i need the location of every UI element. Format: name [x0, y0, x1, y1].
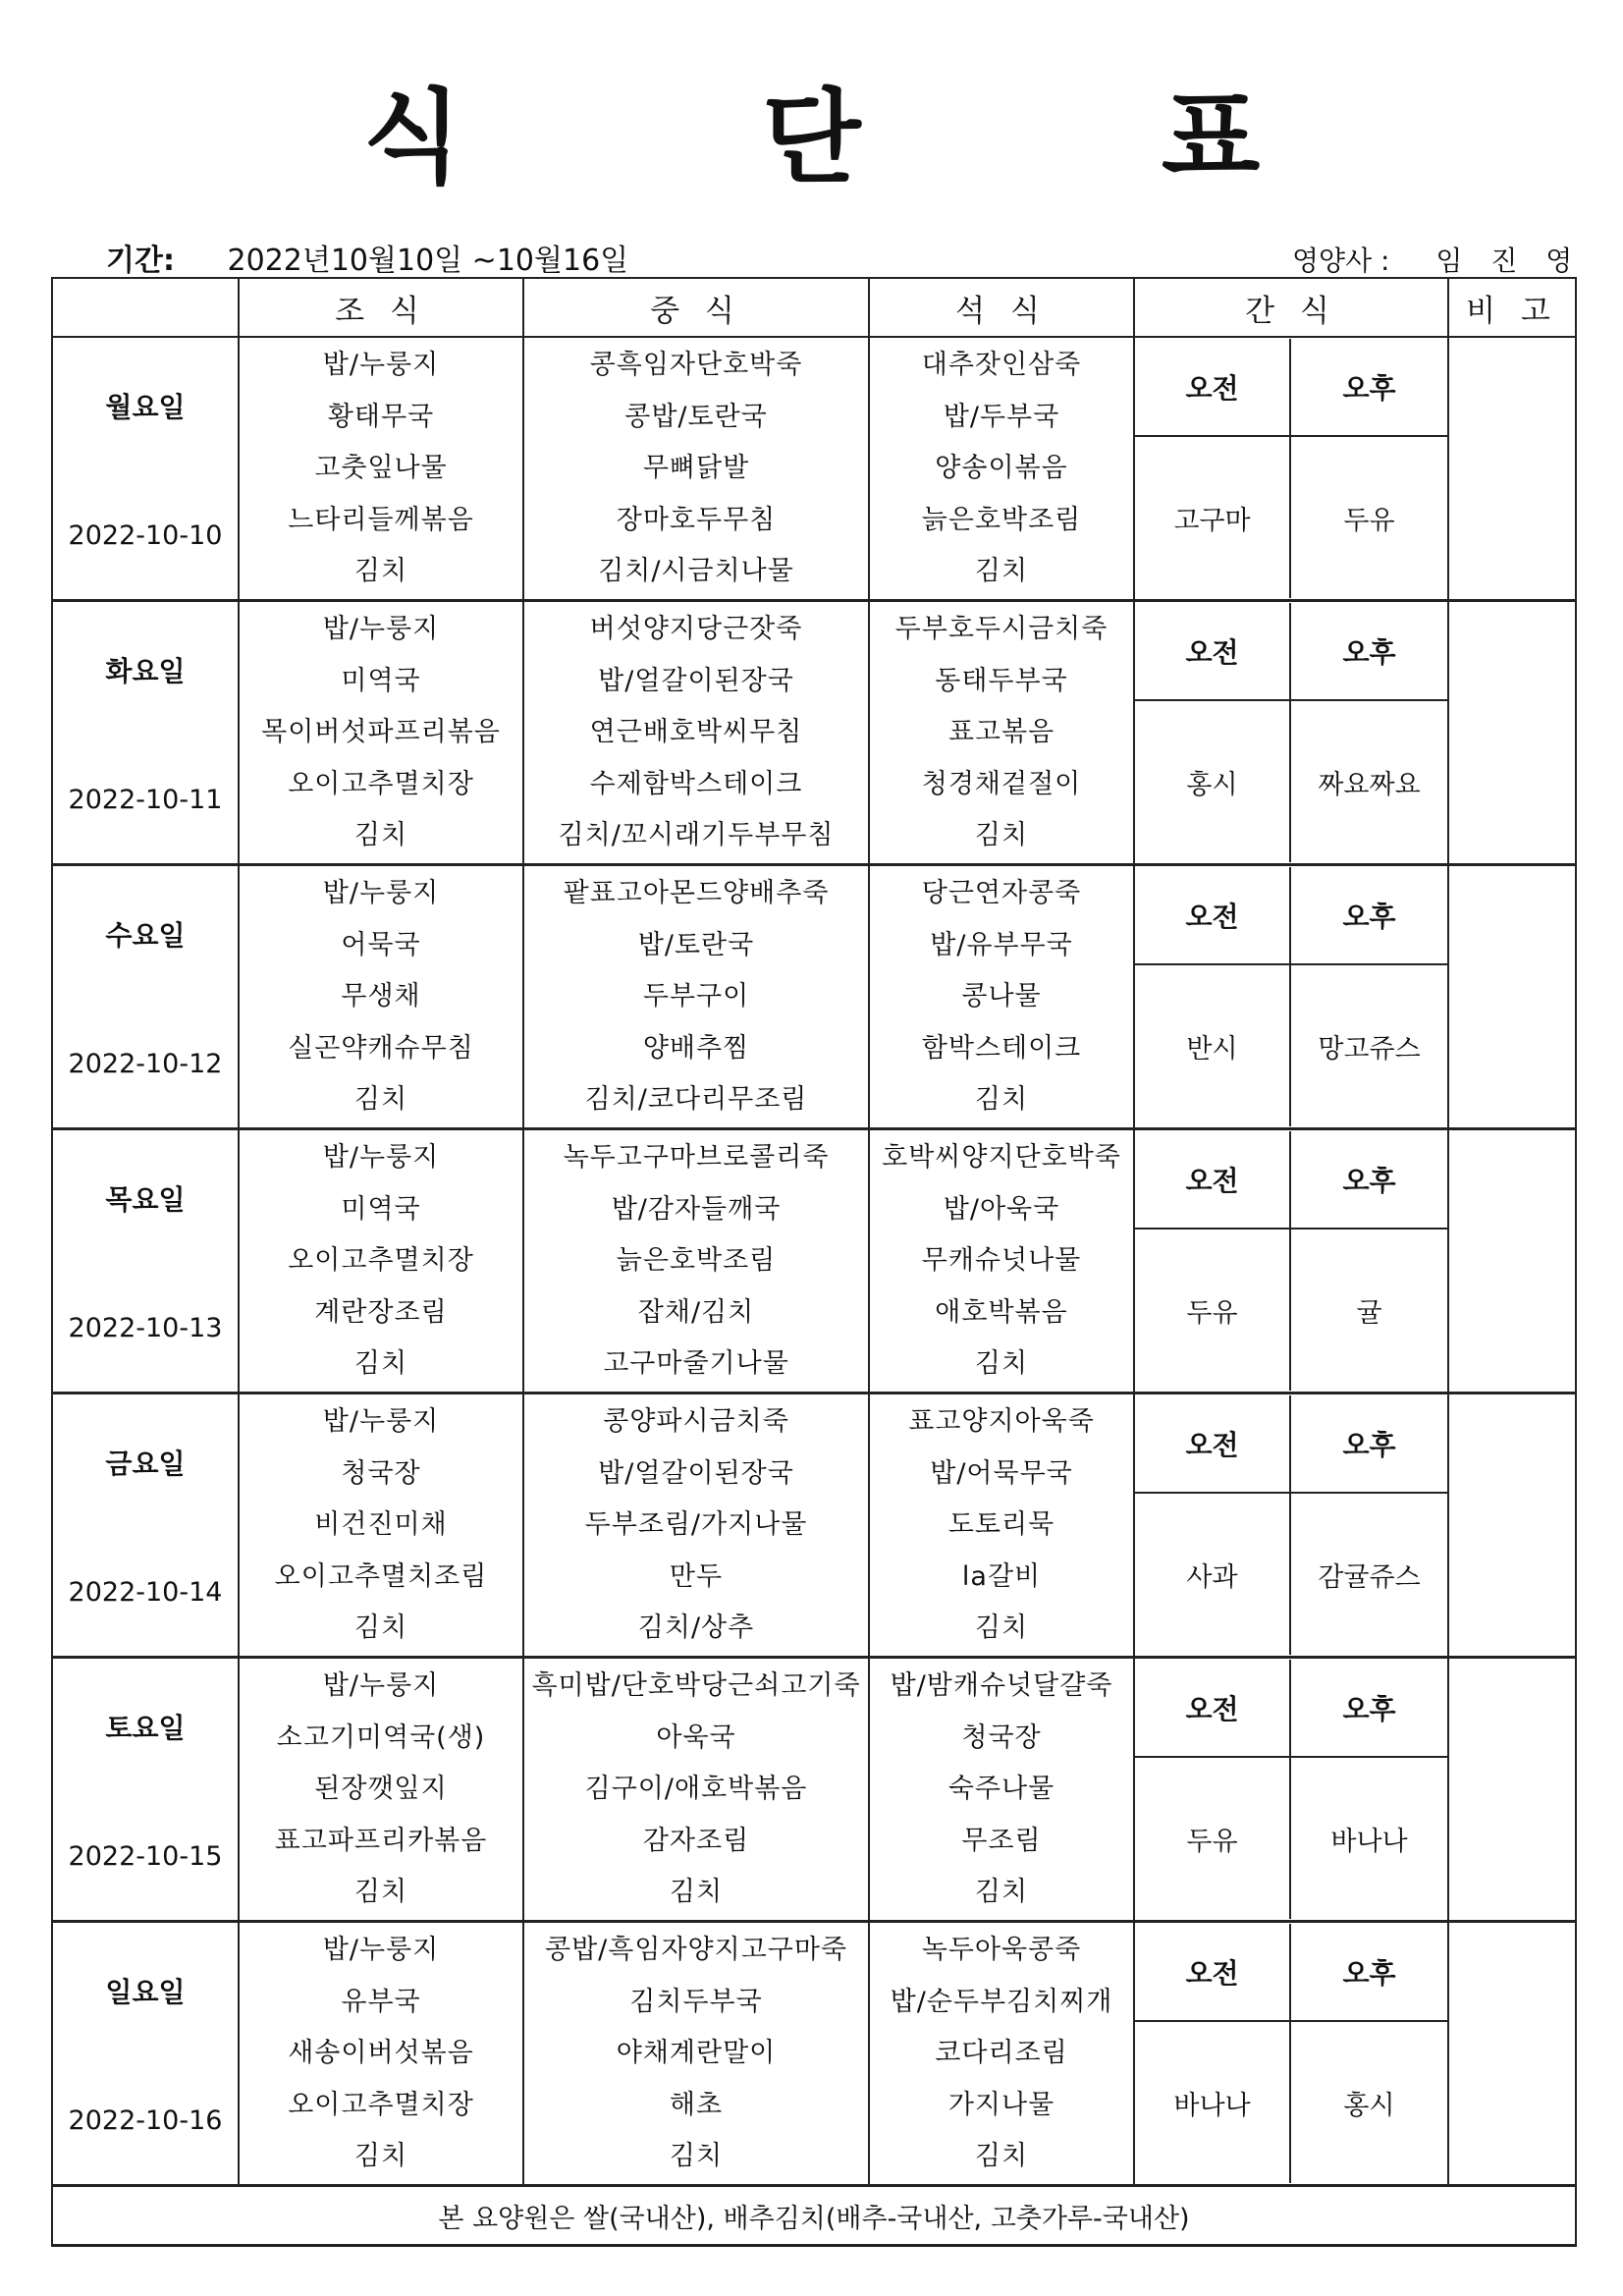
- breakfast-item: 황태무국: [327, 401, 435, 432]
- lunch-cell: [523, 337, 869, 601]
- header-note: 비 고: [1448, 278, 1576, 337]
- snack-pm-header: 오후: [1291, 339, 1447, 437]
- breakfast-item: 밥/누룽지: [322, 1142, 440, 1173]
- snack-am-item: 바나나: [1135, 2022, 1291, 2183]
- dinner-item: 밥/순두부김치찌개: [890, 1986, 1113, 2017]
- day-date: 2022-10-14: [68, 1576, 223, 1608]
- breakfast-item: 고춧잎나물: [314, 453, 448, 483]
- lunch-item: 김치: [669, 2141, 724, 2171]
- dinner-item: 김치: [974, 1877, 1029, 1907]
- snack-am-item: 사과: [1135, 1494, 1291, 1655]
- breakfast-cell: [239, 1922, 523, 2186]
- breakfast-cell: [239, 601, 523, 865]
- breakfast-cell: [239, 1658, 523, 1922]
- breakfast-item: 미역국: [341, 665, 421, 696]
- lunch-item: 장마호두무침: [616, 504, 777, 535]
- dinner-item: 김치: [974, 1084, 1029, 1115]
- dinner-item: 동태두부국: [935, 665, 1068, 696]
- dinner-cell: [869, 1658, 1134, 1922]
- lunch-item: 늙은호박조림: [616, 1245, 777, 1276]
- period-info: [106, 236, 628, 279]
- snack-pm-item: 망고쥬스: [1318, 1033, 1421, 1065]
- day-name: 토요일: [105, 1712, 186, 1745]
- snack-am-header: 오전: [1135, 867, 1291, 965]
- snack-cell: [1134, 1129, 1448, 1394]
- snack-am-header: 오전: [1135, 1924, 1291, 2022]
- lunch-item: 흑미밥/단호박당근쇠고기죽: [531, 1670, 861, 1701]
- dinner-item: 애호박볶음: [935, 1296, 1068, 1328]
- lunch-item: 김구이/애호박볶음: [584, 1774, 808, 1804]
- lunch-item: 김치/코다리무조림: [584, 1084, 808, 1115]
- lunch-cell: [523, 1658, 869, 1922]
- breakfast-cell: [239, 337, 523, 601]
- snack-am-header: 오전: [1135, 1131, 1291, 1230]
- dinner-item: 청경채겉절이: [921, 768, 1082, 799]
- snack-am-header: 오전: [1135, 603, 1291, 701]
- dinner-item: 표고볶음: [947, 717, 1055, 747]
- breakfast-item: 실곤약캐슈무침: [288, 1032, 474, 1064]
- day-row: [52, 1129, 1576, 1394]
- day-cell: [52, 1922, 239, 2186]
- header-dinner: 석 식: [869, 278, 1134, 337]
- breakfast-item: 느타리들께볶음: [288, 504, 474, 535]
- dinner-item: 김치: [974, 556, 1029, 586]
- snack-am-item: 반시: [1135, 965, 1291, 1126]
- footer-note: 본 요양원은 쌀(국내산), 배추김치(배추-국내산, 고춧가루-국내산): [52, 2186, 1576, 2246]
- breakfast-item: 어묵국: [341, 929, 421, 960]
- day-name: 목요일: [105, 1183, 186, 1217]
- lunch-item: 야채계란말이: [616, 2038, 777, 2068]
- breakfast-item: 김치: [353, 556, 408, 586]
- dinner-cell: [869, 1394, 1134, 1658]
- snack-pm-item: 귤: [1356, 1297, 1382, 1329]
- breakfast-item: 오이고추멸치장: [288, 1245, 474, 1276]
- snack-pm-item: 두유: [1343, 505, 1395, 536]
- breakfast-item: 밥/누룽지: [322, 1406, 440, 1437]
- day-date: 2022-10-10: [68, 519, 223, 551]
- dinner-item: 밥/아욱국: [943, 1193, 1060, 1225]
- lunch-item: 두부조림/가지나물: [584, 1509, 808, 1540]
- breakfast-item: 소고기미역국(생): [276, 1722, 486, 1753]
- day-date: 2022-10-12: [68, 1048, 223, 1079]
- lunch-item: 밥/감자들깨국: [611, 1193, 782, 1225]
- day-name: 금요일: [105, 1448, 186, 1481]
- lunch-item: 녹두고구마브로콜리죽: [563, 1142, 830, 1173]
- dinner-item: 밥/어묵무국: [930, 1457, 1073, 1489]
- dinner-cell: [869, 1922, 1134, 2186]
- dinner-item: 늙은호박조림: [921, 504, 1082, 535]
- lunch-item: 연근배호박씨무침: [589, 717, 803, 747]
- breakfast-item: 표고파프리카볶음: [274, 1825, 488, 1856]
- snack-am-item: 홍시: [1135, 701, 1291, 862]
- lunch-cell: [523, 1394, 869, 1658]
- nutritionist-info: [1292, 240, 1582, 279]
- dinner-item: 김치: [974, 1613, 1029, 1643]
- breakfast-item: 김치: [353, 1877, 408, 1907]
- snack-pm-item: 짜요짜요: [1318, 769, 1421, 800]
- lunch-item: 만두: [669, 1560, 724, 1592]
- snack-pm-header: 오후: [1291, 1395, 1447, 1494]
- dinner-item: 밥/두부국: [943, 401, 1060, 432]
- dinner-item: 코다리조림: [935, 2038, 1068, 2068]
- day-cell: [52, 1394, 239, 1658]
- day-row: [52, 337, 1576, 601]
- dinner-cell: [869, 865, 1134, 1129]
- dinner-item: 김치: [974, 1348, 1029, 1379]
- dinner-item: 녹두아욱콩죽: [921, 1935, 1082, 1965]
- lunch-item: 잡채/김치: [637, 1296, 755, 1328]
- lunch-cell: [523, 1129, 869, 1394]
- dinner-item: 도토리묵: [947, 1509, 1055, 1540]
- day-cell: [52, 601, 239, 865]
- lunch-item: 콩흑임자단호박죽: [589, 350, 803, 380]
- day-row: [52, 865, 1576, 1129]
- dinner-item: 청국장: [961, 1722, 1042, 1753]
- breakfast-item: 밥/누룽지: [322, 878, 440, 908]
- breakfast-item: 김치: [353, 1613, 408, 1643]
- header-snack: 간 식: [1134, 278, 1448, 337]
- lunch-item: 아욱국: [656, 1722, 736, 1753]
- snack-pm-item: 바나나: [1330, 1826, 1408, 1857]
- breakfast-item: 김치: [353, 2141, 408, 2171]
- header-lunch: 중 식: [523, 278, 869, 337]
- breakfast-item: 김치: [353, 820, 408, 850]
- breakfast-item: 오이고추멸치장: [288, 2089, 474, 2120]
- breakfast-item: 미역국: [341, 1193, 421, 1225]
- snack-am-header: 오전: [1135, 339, 1291, 437]
- breakfast-item: 밥/누룽지: [322, 614, 440, 644]
- lunch-cell: [523, 865, 869, 1129]
- day-name: 월요일: [105, 391, 186, 424]
- dinner-item: 대추잣인삼죽: [921, 350, 1082, 380]
- lunch-item: 밥/얼갈이된장국: [598, 665, 794, 696]
- header-day: [52, 278, 239, 337]
- note-cell: [1448, 1129, 1576, 1394]
- breakfast-cell: [239, 1129, 523, 1394]
- day-row: [52, 1922, 1576, 2186]
- dinner-item: 당근연자콩죽: [921, 878, 1082, 908]
- dinner-item: 호박씨양지단호박죽: [882, 1142, 1121, 1173]
- snack-cell: [1134, 601, 1448, 865]
- breakfast-item: 비건진미채: [314, 1509, 448, 1540]
- note-cell: [1448, 337, 1576, 601]
- dinner-cell: [869, 337, 1134, 601]
- lunch-item: 밥/토란국: [637, 929, 755, 960]
- snack-pm-header: 오후: [1291, 603, 1447, 701]
- menu-table: [51, 277, 1577, 2247]
- lunch-item: 버섯양지당근잣죽: [589, 614, 803, 644]
- lunch-item: 밥/얼갈이된장국: [598, 1457, 794, 1489]
- lunch-item: 해초: [669, 2089, 724, 2120]
- period-value: 2022년10월10일 ~10월16일: [227, 244, 629, 278]
- snack-pm-header: 오후: [1291, 867, 1447, 965]
- note-cell: [1448, 601, 1576, 865]
- dinner-item: 콩나물: [961, 981, 1042, 1011]
- dinner-item: 밥/유부무국: [930, 929, 1073, 960]
- lunch-item: 콩양파시금치죽: [603, 1406, 789, 1437]
- dinner-item: la갈비: [961, 1560, 1042, 1592]
- lunch-item: 팥표고아몬드양배추죽: [563, 878, 830, 908]
- nutritionist-label: 영양사 :: [1292, 245, 1390, 277]
- lunch-item: 양배추찜: [642, 1032, 750, 1064]
- note-cell: [1448, 1394, 1576, 1658]
- snack-cell: [1134, 865, 1448, 1129]
- dinner-item: 김치: [974, 820, 1029, 850]
- day-cell: [52, 865, 239, 1129]
- header-row: [52, 278, 1576, 337]
- breakfast-item: 김치: [353, 1084, 408, 1115]
- day-row: [52, 601, 1576, 865]
- snack-pm-header: 오후: [1291, 1131, 1447, 1230]
- dinner-item: 무조림: [961, 1825, 1042, 1856]
- breakfast-item: 김치: [353, 1348, 408, 1379]
- lunch-cell: [523, 601, 869, 865]
- snack-am-item: 두유: [1135, 1230, 1291, 1391]
- snack-am-item: 고구마: [1135, 437, 1291, 598]
- day-cell: [52, 1658, 239, 1922]
- lunch-item: 콩밥/흑임자양지고구마죽: [545, 1935, 847, 1965]
- snack-cell: [1134, 1394, 1448, 1658]
- breakfast-item: 계란장조림: [314, 1296, 448, 1328]
- day-name: 수요일: [105, 919, 186, 953]
- dinner-item: 무캐슈넛나물: [921, 1245, 1082, 1276]
- breakfast-item: 오이고추멸치조림: [274, 1560, 488, 1592]
- breakfast-item: 목이버섯파프리볶음: [261, 717, 501, 747]
- dinner-item: 숙주나물: [947, 1774, 1055, 1804]
- lunch-cell: [523, 1922, 869, 2186]
- breakfast-cell: [239, 1394, 523, 1658]
- dinner-item: 양송이볶음: [935, 453, 1068, 483]
- day-cell: [52, 1129, 239, 1394]
- day-row: [52, 1658, 1576, 1922]
- snack-am-header: 오전: [1135, 1660, 1291, 1758]
- dinner-item: 표고양지아욱죽: [908, 1406, 1095, 1437]
- day-name: 화요일: [105, 655, 186, 688]
- dinner-item: 함박스테이크: [921, 1032, 1082, 1064]
- day-name: 일요일: [105, 1976, 186, 2009]
- breakfast-item: 오이고추멸치장: [288, 768, 474, 799]
- breakfast-cell: [239, 865, 523, 1129]
- breakfast-item: 유부국: [341, 1986, 421, 2017]
- dinner-cell: [869, 1129, 1134, 1394]
- breakfast-item: 밥/누룽지: [322, 350, 440, 380]
- breakfast-item: 된장깻잎지: [314, 1774, 448, 1804]
- snack-cell: [1134, 1658, 1448, 1922]
- header-breakfast: 조 식: [239, 278, 523, 337]
- dinner-item: 김치: [974, 2141, 1029, 2171]
- lunch-item: 두부구이: [642, 981, 750, 1011]
- breakfast-item: 밥/누룽지: [322, 1935, 440, 1965]
- note-cell: [1448, 1922, 1576, 2186]
- breakfast-item: 밥/누룽지: [322, 1670, 440, 1701]
- page-title: 식 단 표: [362, 78, 1393, 197]
- dinner-cell: [869, 601, 1134, 865]
- dinner-item: 두부호두시금치죽: [894, 614, 1109, 644]
- day-date: 2022-10-11: [68, 784, 223, 815]
- dinner-item: 밥/밤캐슈넛달걀죽: [890, 1670, 1113, 1701]
- snack-pm-item: 감귤쥬스: [1318, 1561, 1421, 1593]
- lunch-item: 고구마줄기나물: [603, 1348, 789, 1379]
- nutritionist-name: 임 진 영: [1435, 245, 1583, 277]
- note-cell: [1448, 865, 1576, 1129]
- breakfast-item: 새송이버섯볶음: [288, 2038, 474, 2068]
- lunch-item: 무뼈닭발: [642, 453, 750, 483]
- day-date: 2022-10-13: [68, 1312, 223, 1343]
- breakfast-item: 무생채: [341, 981, 421, 1011]
- footer-row: [52, 2186, 1576, 2246]
- lunch-item: 김치: [669, 1877, 724, 1907]
- lunch-item: 감자조림: [642, 1825, 750, 1856]
- breakfast-item: 청국장: [341, 1457, 421, 1489]
- snack-am-header: 오전: [1135, 1395, 1291, 1494]
- day-cell: [52, 337, 239, 601]
- snack-am-item: 두유: [1135, 1758, 1291, 1919]
- lunch-item: 김치두부국: [629, 1986, 763, 2017]
- day-date: 2022-10-16: [68, 2105, 223, 2136]
- day-date: 2022-10-15: [68, 1840, 223, 1872]
- snack-pm-item: 홍시: [1343, 2090, 1395, 2121]
- period-label: 기간:: [106, 244, 175, 278]
- lunch-item: 김치/꼬시래기두부무침: [558, 820, 835, 850]
- snack-cell: [1134, 337, 1448, 601]
- dinner-item: 가지나물: [947, 2089, 1055, 2120]
- snack-cell: [1134, 1922, 1448, 2186]
- snack-pm-header: 오후: [1291, 1660, 1447, 1758]
- snack-pm-header: 오후: [1291, 1924, 1447, 2022]
- lunch-item: 김치/시금치나물: [598, 556, 794, 586]
- day-row: [52, 1394, 1576, 1658]
- lunch-item: 김치/상추: [637, 1613, 755, 1643]
- note-cell: [1448, 1658, 1576, 1922]
- lunch-item: 콩밥/토란국: [624, 401, 768, 432]
- lunch-item: 수제함박스테이크: [589, 768, 803, 799]
